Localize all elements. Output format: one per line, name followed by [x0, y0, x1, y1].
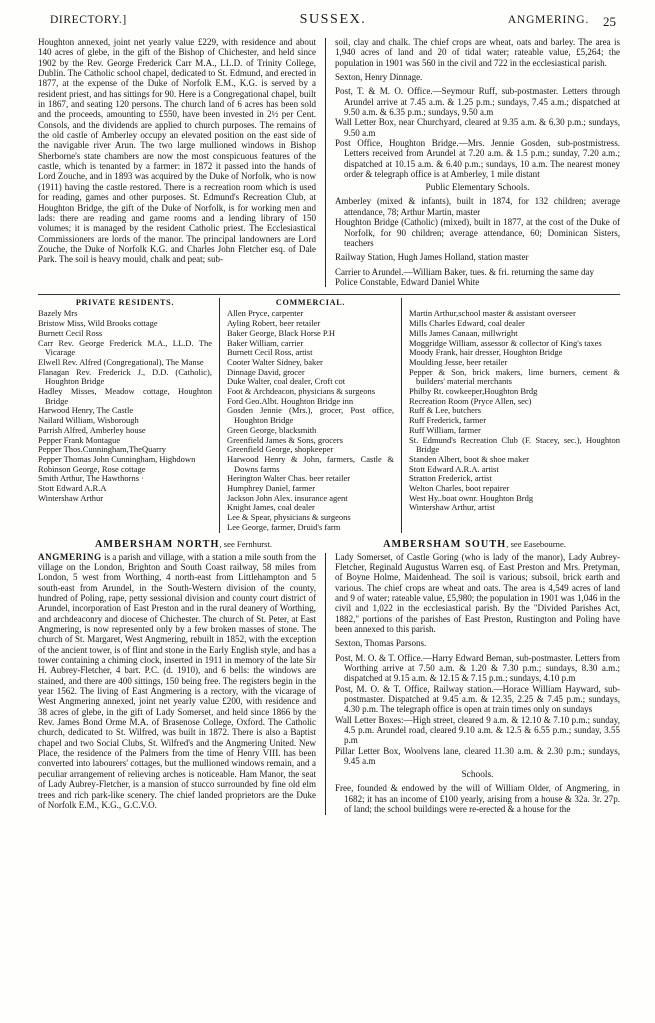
angmering-post-office-railway-station: Post, M. O. & T. Office, Railway station.—Horace William Hayward, sub-postmaster. Dispatched at 9.45 a.m. & 12.35, 2.25 & 7.45 p.m.; sundays, 4.30 p.m. The telegraph office is open at train times only on sundays: [335, 683, 620, 715]
list-item: Moody Frank, hair dresser, Houghton Bridge: [409, 347, 563, 358]
list-item: Greenfield George, shopkeeper: [227, 444, 334, 455]
list-item: Greenfield James & Sons, grocers: [227, 434, 343, 445]
village-ambersham-south: [329, 538, 620, 552]
amberley-police-constable: Police Constable, Edward Daniel White: [335, 276, 480, 287]
list-item: Welton Charles, boot repairer: [409, 483, 510, 494]
amberley-wall-letter-box: Wall Letter Box, near Churchyard, cleared at 9.35 a.m. & 6.30 p.m.; sundays, 9.50 a.m: [335, 117, 620, 138]
list-item: Ford Geo.Albt. Houghton Bridge inn: [227, 395, 354, 406]
list-item: Lee George, farmer, Druid's farm: [227, 521, 341, 532]
list-item: Green George, blacksmith: [227, 424, 317, 435]
list-item: Standen Albert, boot & shoe maker: [409, 453, 529, 464]
amberley-post-office-houghton-bridge: Post Office, Houghton Bridge.—Mrs. Jennie Gosden, sub-postmistress. Letters received from Arundel at 7.20 a.m. & 1.5 p.m.; sunday, 7.20 a.m.; dispatched at 10.15 a.m. & 6.40 p.m.; sundays, 10 a.m. The nearest money order & telegraph office is at Amberley, 1 mile distant: [335, 138, 620, 180]
list-item: Pepper Thomas John Cunningham, Highdown: [38, 453, 196, 464]
village-headings: [38, 538, 620, 552]
running-head-left: DIRECTORY.]: [50, 14, 127, 26]
village-ambersham-north: [38, 538, 329, 552]
list-item: Jackson John Alex. insurance agent: [227, 492, 348, 503]
list-item: Parrish Alfred, Amberley house: [38, 424, 146, 435]
angmering-wall-letter-boxes: Wall Letter Boxes:—High street, cleared 9 a.m. & 12.10 & 7.10 p.m.; sunday, 4.5 p.m. Arundel road, cleared 9.10 a.m. & 12.5 & 6.55 p.m.; sunday, 3.55 p.m: [335, 714, 620, 746]
private-residents-column: [38, 298, 219, 532]
list-item: Bristow Miss, Wild Brooks cottage: [38, 318, 158, 329]
list-item: Ruff William, farmer: [409, 424, 481, 435]
list-item: Baker George, Black Horse P.H: [227, 327, 335, 338]
running-head-right: [429, 14, 620, 30]
list-item: Nailard William, Wisborough: [38, 415, 139, 426]
list-item: Moggridge William, assessor & collector of King's taxes: [409, 337, 602, 348]
amberley-railway-station: Railway Station, Hugh James Holland, station master: [335, 252, 529, 263]
list-item: Bazely Mrs: [38, 308, 78, 319]
list-item: Burnett Cecil Ross, artist: [227, 347, 313, 358]
amberley-sexton: Sexton, Henry Dinnage.: [335, 72, 423, 83]
list-item: Burnett Cecil Ross: [38, 327, 103, 338]
amberley-directory-listings: [38, 298, 620, 532]
angmering-sexton: Sexton, Thomas Parsons.: [335, 638, 427, 649]
list-item: Robinson George, Rose cottage: [38, 463, 146, 474]
amberley-school-amberley: Amberley (mixed & infants), built in 1874, for 132 children; average attendance, 78; Arthur Martin, master: [335, 196, 620, 217]
list-item: Dinnage David, grocer: [227, 366, 305, 377]
amberley-post-office: Post, T. & M. O. Office.—Seymour Ruff, sub-postmaster. Letters through Arundel arrive at 7.45 a.m. & 1.25 p.m.; sundays, 7.45 a.m.; dispatched at 9.50 a.m. & 6.35 p.m.; sundays, 9.50 a.m: [335, 86, 620, 118]
amberley-description-end: soil, clay and chalk. The chief crops are wheat, oats and barley. The area is 1,940 acres of land and 20 of tidal water; rateable value, £5,264; the population in 1901 was 560 in the civil and 722 in the ecclesiastical parish.: [335, 37, 620, 68]
list-item: Smith Arthur, The Hawthorns ·: [38, 473, 144, 484]
list-item: Elwell Rev. Alfred (Congregational), The Manse: [38, 356, 204, 367]
angmering-body-text: is a parish and village, with a station a mile south from the village on the London, Brighton and South Coast railway, 58 miles from London, 5 west from Worthing, 4 north-east from Littlehampton and 5 south-east from Arundel, in the South-Western division of the county, hundred of Poling, rape, petty sessional division and county court district of Arundel, incorporation of East Preston and in the rural deanery of Worthing, and archdeaconry and diocese of Chichester. The church of St. Peter, at East Angmering, is now represented only by a few broken masses of stone. The church of St. Margaret, West Angmering, rebuilt in 1852, with the exception of the ancient tower, is of flint and stone in the Early English style, and has a tower containing a chiming clock, inserted in 1911 in memory of the late Sir H. Aubrey-Fletcher, 4 bart. P.C. (d. 1910), and 6 bells: the windows are stained, and there are 400 sittings, 150 being free. The registers begin in the year 1562. The living of East Angmering is a rectory, with the vicarage of West Angmering annexed, joint net yearly value £200, with residence and 38 acres of glebe, in the gift of Lady Somerset, and held since 1866 by the Rev. James Bond Orme M.A. of Brasenose College, Oxford. The Catholic church, dedicated to St. Wilfred, was built in 1872. There is also a Baptist chapel and two Social Clubs, St. Wilfred's and the Angmering United. New Place, the residence of the Palmers from the time of Henry VIII. has been converted into labourers' cottages, but the mullioned windows remain, and a peculiar arrangement of relieving arches is noticeable. Ham Manor, the seat of Lady Aubrey-Fletcher, is a mansion of stucco surrounded by fine old elm trees and rich park-like scenery. The chief landed proprietors are the Duke of Norfolk E.M., K.G., G.C.V.O.: [38, 551, 317, 810]
amberley-schools-heading: Public Elementary Schools.: [425, 183, 530, 194]
angmering-description: [38, 552, 316, 811]
angmering-right-column: [326, 552, 620, 815]
list-item: Harwood Henry, The Castle: [38, 405, 134, 416]
list-item: St. Edmund's Recreation Club (F. Stacey, sec.), Houghton Bridge: [409, 434, 620, 455]
list-item: Duke Walter, coal dealer, Croft cot: [227, 376, 346, 387]
angmering-lead-word: ANGMERING: [38, 551, 102, 562]
list-item: Foot & Archdeacon, physicians & surgeons: [227, 386, 376, 397]
angmering-post-office: Post, M. O. & T. Office.—Harry Edward Beman, sub-postmaster. Letters from Worthing arrive at 7.50 a.m. & 1.20 & 7.30 p.m.; sundays, 8.30 a.m.; dispatched at 9.15 a.m. & 12.15 & 7.15 p.m.; sundays, 4.10 p.m: [335, 652, 620, 684]
list-item: Gosden Jennie (Mrs.), grocer, Post office, Houghton Bridge: [227, 405, 394, 426]
list-item: Stratton Frederick, artist: [409, 473, 492, 484]
amberley-carrier: Carrier to Arundel.—William Baker, tues. & fri. returning the same day: [335, 266, 595, 277]
list-item: Mills Charles Edward, coal dealer: [409, 318, 525, 329]
list-item: Wintershaw Arthur: [38, 492, 104, 503]
angmering-description-continued: Lady Somerset, of Castle Goring (who is lady of the manor), Lady Aubrey-Fletcher, Reginald Augustus Warren esq. of East Preston and Mrs. Pretyman, of Boyne Holme, Maidenhead. The soil is various; subsoil, brick earth and various. The chief crops are wheat and oats. The area is 4,549 acres of land and 9 of water; rateable value, £5,980; the population in 1901 was 1,046 in the civil and 1,022 in the ecclesiastical parish. By the "Divided Parishes Act, 1882," portions of the parishes of East Preston, Rustington and Poling have been annexed to this parish.: [335, 551, 620, 634]
amberley-description-continued: Houghton annexed, joint net yearly value £229, with residence and about 140 acres of glebe, in the gift of the Bishop of Chichester, and held since 1902 by the Rev. George Frederick Carr M.A., LL.D. of Trinity College, Dublin. The Catholic school chapel, dedicated to St. Edmund, and erected in 1877, at the expense of the Duke of Norfolk E.M., K.G. is served by a resident priest, and has sittings for 90. Here is a Congregational chapel, built in 1867, and seating 120 persons. The church land of 6 acres has been sold and the proceeds, amounting to £550, have been invested in 2½ per Cent. Consols, and the dividends are applied to church purposes. The remains of the old castle of Amberley occupy an elevated position on the east side of the navigable river Arun. The two large mullioned windows in Bishop Sherborne's state chambers are now the most conspicuous features of the castle, which is tenanted by a farmer: in 1872 it passed into the hands of Lord Zouche, and in 1893 was acquired by the Duke of Norfolk, who is now (1911) having the castle restored. There is a recreation room which is used for reading, games and other purposes. St. Edmund's Recreation Club, at Houghton Bridge, the gift of the Duke of Norfolk, is for working men and lads: there are reading and game rooms and a lending library of 150 volumes; it is managed by the resident Catholic priest. The Ecclesiastical Commissioners are lords of the manor. The principal landowners are Lord Zouche, the Duke of Norfolk K.G. and Charles John Fletcher esq. of Dale Park. The soil is heavy mould, chalk and peat; sub-: [38, 37, 316, 265]
list-item: Carr Rev. George Frederick M.A., LL.D. The Vicarage: [38, 337, 212, 358]
list-item: Pepper Thos.Cunningham,TheQuarry: [38, 444, 167, 455]
list-item: Stott Edward A.R.A: [38, 483, 107, 494]
angmering-school-free: Free, founded & endowed by the will of William Older, of Angmering, in 1682; it has an income of £100 yearly, arising from a house & 32a. 3r. 27p. of land; the school buildings were re-erected & a house for the: [335, 783, 620, 815]
angmering-schools-heading: Schools.: [461, 770, 494, 781]
list-item: Hadley Misses, Meadow cottage, Houghton Bridge: [38, 386, 212, 406]
list-item: Flanagan Rev. Frederick J., D.D. (Catholic), Houghton Bridge: [38, 366, 212, 387]
list-item: Philby Rt. cowkeeper,Houghton Brdg: [409, 386, 538, 397]
running-head-center: SUSSEX.: [299, 12, 367, 27]
list-item: Herington Walter Chas. beer retailer: [227, 473, 351, 484]
running-head-section: ANGMERING.: [507, 14, 590, 26]
amberley-school-houghton-bridge: Houghton Bridge (Catholic) (mixed), built in 1877, at the cost of the Duke of Norfolk, for 90 children; average attendance, 60; Dominican Sisters, teachers: [335, 217, 620, 248]
amberley-left-column: [38, 37, 325, 287]
commercial-column-two: [402, 298, 620, 532]
list-item: Ruff & Lee, butchers: [409, 405, 482, 416]
list-item: Wintershaw Arthur, artist: [409, 502, 495, 513]
private-residents-heading: PRIVATE RESIDENTS.: [75, 298, 175, 308]
list-item: Stott Edward A.R.A. artist: [409, 463, 499, 474]
list-item: Cooter Walter Sidney, baker: [227, 356, 323, 367]
village-cross-reference: , see Easebourne.: [506, 538, 566, 549]
list-item: Allen Pryce, carpenter: [227, 308, 304, 319]
list-item: Ruff Frederick, farmer: [409, 415, 487, 426]
list-item: Harwood Henry & John, farmers, Castle & Downs farms: [227, 453, 394, 474]
list-item: Baker William, carrier: [227, 337, 304, 348]
list-item: Lee & Spear, physicians & surgeons: [227, 512, 351, 523]
list-item: Knight James, coal dealer: [227, 502, 315, 513]
running-head: [38, 12, 620, 30]
angmering-left-column: [38, 552, 325, 815]
page-number: 25: [603, 14, 617, 29]
amberley-right-column: [326, 37, 620, 287]
list-item: Pepper & Son, brick makers, lime burners, cement & builders' material merchants: [409, 366, 620, 387]
commercial-column-one: [220, 298, 401, 532]
list-item: West Hy..boat ownr. Houghton Brdg: [409, 492, 534, 503]
list-item: Martin Arthur,school master & assistant overseer: [409, 308, 576, 319]
village-name: AMBERSHAM NORTH: [94, 538, 220, 550]
list-item: Recreation Room (Pryce Allen, sec): [409, 395, 532, 406]
angmering-block: [38, 552, 620, 815]
village-name: AMBERSHAM SOUTH: [383, 538, 507, 550]
list-item: Humphrey Daniel, farmer: [227, 483, 316, 494]
commercial-heading: COMMERCIAL.: [275, 298, 346, 308]
amberley-top-block: [38, 37, 620, 287]
list-item: Moulding Jesse, beer retailer: [409, 356, 508, 367]
list-item: Pepper Frank Montague: [38, 434, 121, 445]
list-item: Mills James Canaan, millwright: [409, 327, 518, 338]
angmering-pillar-letter-box: Pillar Letter Box, Woolvens lane, cleared 11.30 a.m. & 2.30 p.m.; sundays, 9.45 a.m: [335, 745, 620, 767]
section-rule: [38, 294, 620, 295]
village-cross-reference: , see Fernhurst.: [219, 538, 273, 549]
list-item: Ayling Robert, beer retailer: [227, 318, 321, 329]
